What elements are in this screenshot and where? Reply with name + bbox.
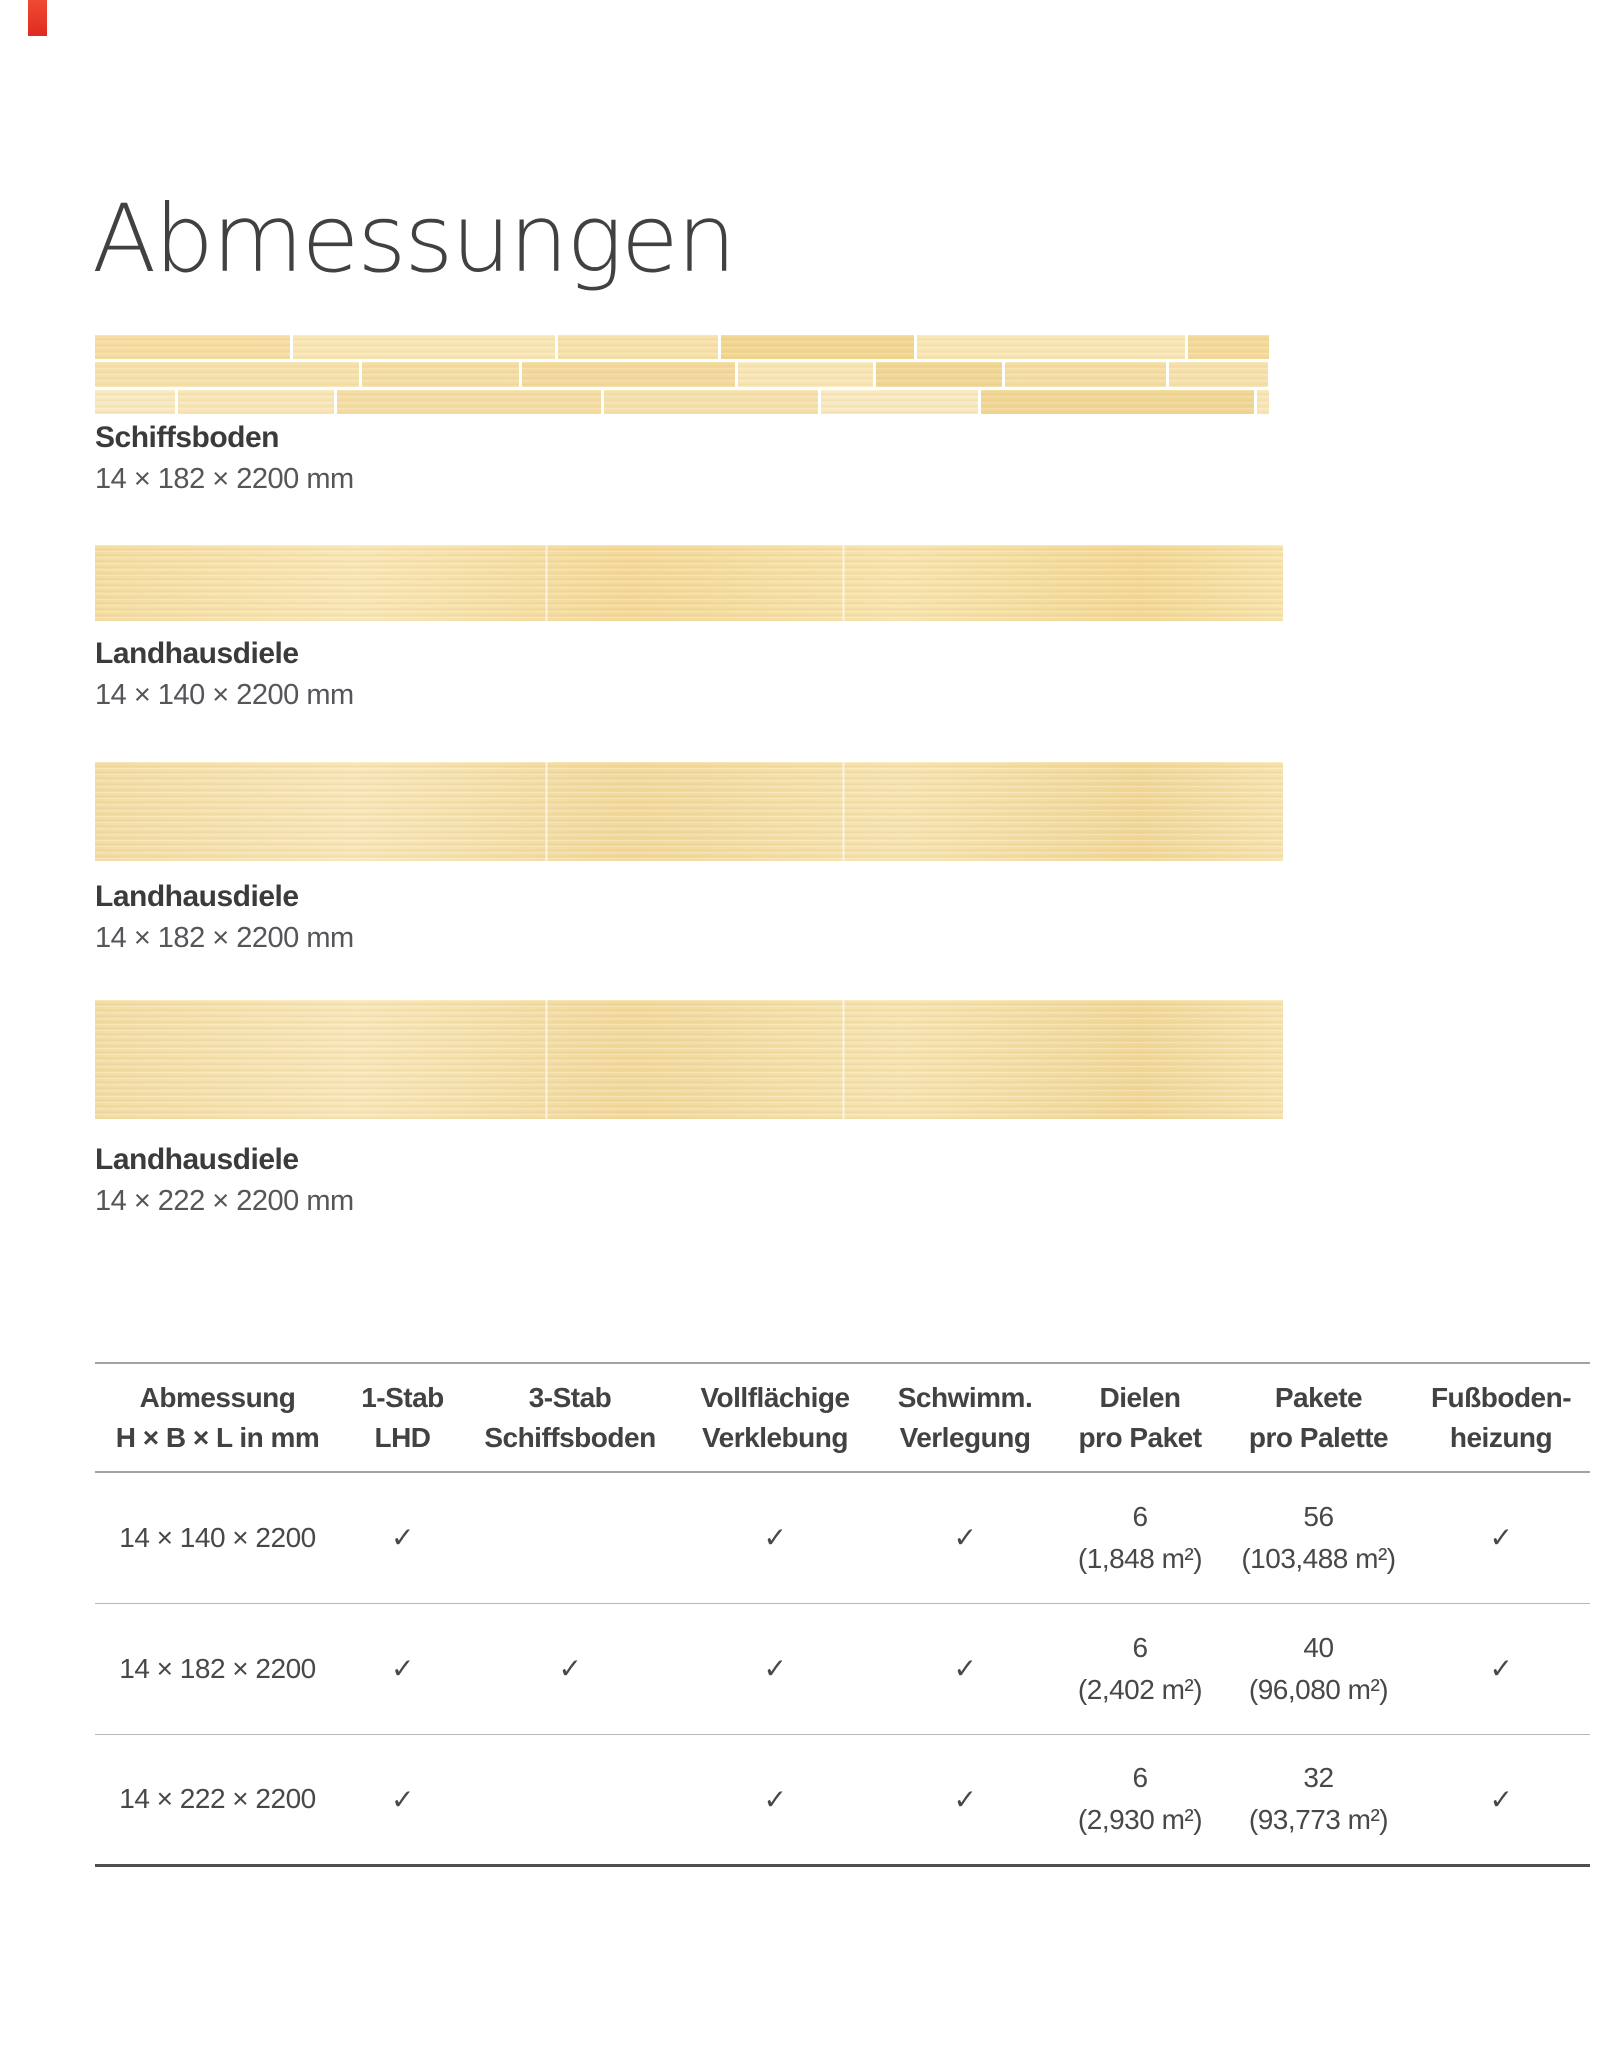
- cell-schwimm-check: ✓: [953, 1653, 977, 1684]
- col-header-vollflaechige: Vollflächige Verklebung: [700, 1381, 850, 1453]
- cell-schwimm-check: ✓: [953, 1783, 977, 1815]
- red-corner-marker: [28, 0, 47, 36]
- cell-abmessung: 14 × 140 × 2200: [119, 1521, 316, 1553]
- cell-1-stab-check: ✓: [391, 1522, 414, 1554]
- cell-fussbodenheizung-check: ✓: [1489, 1522, 1513, 1554]
- col-header-schwimm: Schwimm. Verlegung: [897, 1381, 1033, 1453]
- landhausdiele-182-image: [95, 762, 1283, 861]
- cell-3-stab-check: ✓: [558, 1653, 582, 1684]
- product-dimensions: 14 × 222 × 2200 mm: [95, 1185, 354, 1217]
- wood-plank-row: [95, 335, 1283, 359]
- cell-abmessung: 14 × 222 × 2200: [119, 1783, 316, 1814]
- table-header-row: [95, 1363, 1590, 1472]
- col-header-3-stab: 3-Stab Schiffsboden: [484, 1381, 656, 1453]
- col-header-abmessung: Abmessung H × B × L in mm: [115, 1381, 320, 1453]
- col-header-dielen: Dielen pro Paket: [1078, 1381, 1202, 1453]
- landhausdiele-222-image: [95, 1000, 1283, 1119]
- cell-3-stab-check: [465, 1472, 675, 1603]
- product-name: Landhausdiele: [95, 1143, 299, 1176]
- cell-schwimm-check: ✓: [953, 1522, 977, 1554]
- cell-3-stab-check: [465, 1734, 675, 1865]
- product-name: Landhausdiele: [95, 880, 299, 913]
- product-name: Landhausdiele: [95, 637, 299, 670]
- product-dimensions: 14 × 182 × 2200 mm: [95, 922, 354, 954]
- product-dimensions: 14 × 140 × 2200 mm: [95, 679, 354, 711]
- cell-fussbodenheizung-check: ✓: [1489, 1783, 1513, 1815]
- cell-1-stab-check: ✓: [391, 1653, 414, 1684]
- page-title: Abmessungen: [92, 184, 735, 294]
- landhausdiele-140-image: [95, 545, 1283, 621]
- cell-fussbodenheizung-check: ✓: [1489, 1653, 1513, 1684]
- col-header-pakete: Pakete pro Palette: [1248, 1381, 1389, 1453]
- cell-dielen-pro-paket: 6 (2,930 m²): [1077, 1762, 1203, 1835]
- col-header-1-stab: 1-Stab LHD: [361, 1381, 444, 1453]
- product-name: Schiffsboden: [95, 421, 280, 454]
- cell-dielen-pro-paket: 6 (2,402 m²): [1077, 1631, 1203, 1705]
- product-dimensions: 14 × 182 × 2200 mm: [95, 463, 354, 495]
- wood-plank-row: [95, 390, 1283, 414]
- wood-plank-row: [95, 362, 1283, 386]
- cell-pakete-pro-palette: 32 (93,773 m²): [1248, 1762, 1389, 1835]
- cell-abmessung: 14 × 182 × 2200: [119, 1652, 316, 1684]
- table-row: [95, 1734, 1590, 1865]
- table-row: [95, 1603, 1590, 1734]
- cell-dielen-pro-paket: 6 (1,848 m²): [1077, 1500, 1203, 1574]
- table-row: [95, 1472, 1590, 1603]
- dimensions-table: [95, 1362, 1590, 1867]
- cell-pakete-pro-palette: 56 (103,488 m²): [1241, 1500, 1396, 1574]
- cell-vollflaechige-check: ✓: [763, 1653, 787, 1684]
- cell-1-stab-check: ✓: [391, 1783, 414, 1815]
- col-header-fussbodenheizung: Fußboden- heizung: [1430, 1381, 1572, 1453]
- cell-vollflaechige-check: ✓: [763, 1783, 787, 1815]
- schiffsboden-image: [95, 335, 1283, 414]
- cell-vollflaechige-check: ✓: [763, 1522, 787, 1554]
- cell-pakete-pro-palette: 40 (96,080 m²): [1248, 1631, 1389, 1705]
